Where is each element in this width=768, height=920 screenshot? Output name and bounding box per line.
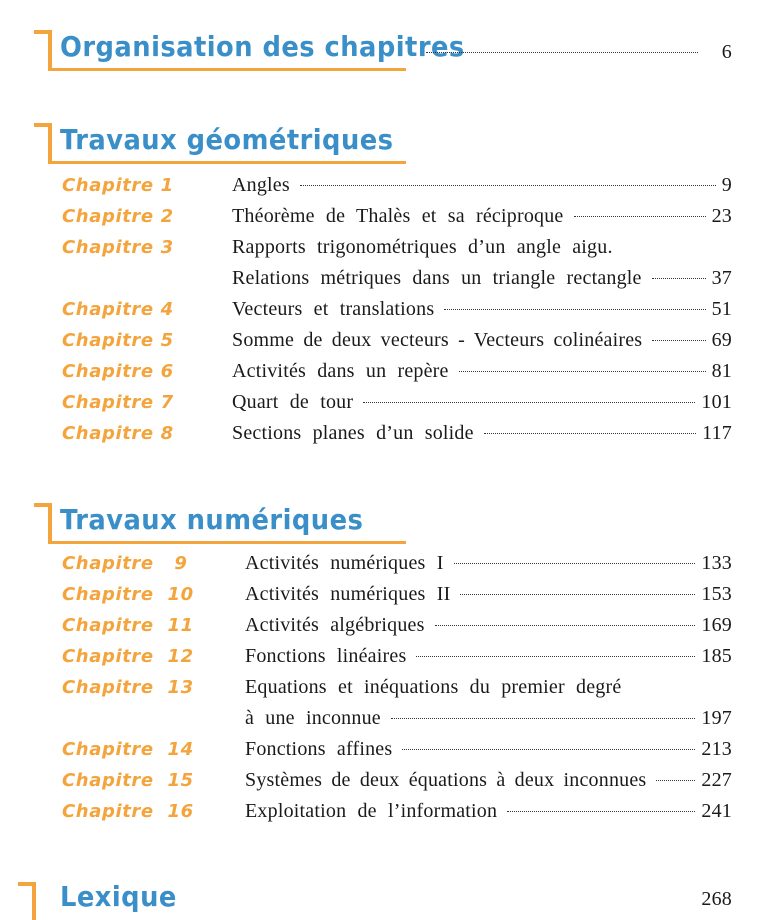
toc-entry	[245, 610, 732, 641]
page-number: 6	[721, 41, 732, 63]
toc-row[interactable]	[0, 201, 768, 232]
chapter-title: Vecteurs et translations	[232, 298, 435, 320]
chapter-label: Chapitre 12	[62, 646, 194, 667]
page-number: 51	[711, 298, 732, 320]
dot-leader	[402, 749, 695, 750]
toc-entry	[245, 703, 732, 734]
toc-entry	[245, 579, 732, 610]
section-underline	[48, 68, 406, 71]
toc-row[interactable]	[0, 610, 768, 641]
toc-entry	[232, 294, 732, 325]
chapter-title-continued: Relations métriques dans un triangle rectangle	[232, 267, 642, 289]
page-number: 227	[701, 769, 732, 791]
chapter-title: Fonctions affines	[245, 738, 393, 760]
chapter-label: Chapitre 13	[62, 677, 194, 698]
chapter-title: Fonctions linéaires	[245, 645, 407, 667]
toc-entry	[245, 672, 732, 703]
page-number: 37	[711, 267, 732, 289]
chapter-title: Rapports trigonométriques d’un angle aigu.	[232, 236, 613, 258]
toc-row[interactable]	[0, 170, 768, 201]
chapter-title: Systèmes de deux équations à deux inconnues	[245, 769, 647, 791]
chapter-label: Chapitre 11	[62, 615, 194, 636]
dot-leader	[656, 780, 695, 781]
toc-entry	[232, 201, 732, 232]
chapter-title: Théorème de Thalès et sa réciproque	[232, 205, 564, 227]
chapter-label: Chapitre 9	[62, 553, 188, 574]
dot-leader	[391, 718, 696, 719]
toc-row-overview[interactable]	[0, 37, 768, 68]
dot-leader	[416, 656, 695, 657]
chapter-label: Chapitre 6	[62, 361, 174, 382]
chapter-title: Sections planes d’un solide	[232, 422, 474, 444]
chapter-title: Exploitation de l’information	[245, 800, 498, 822]
chapter-title: Quart de tour	[232, 391, 354, 413]
chapter-label: Chapitre 1	[62, 175, 174, 196]
toc-entry	[416, 37, 732, 68]
dot-leader	[460, 594, 695, 595]
toc-entry	[232, 418, 732, 449]
section-title-numeric[interactable]: Travaux numériques	[60, 503, 364, 536]
section-title-overview[interactable]: Organisation des chapitres	[60, 30, 465, 63]
chapter-title: Equations et inéquations du premier degré	[245, 676, 622, 698]
dot-leader	[454, 563, 696, 564]
chapter-label: Chapitre 7	[62, 392, 174, 413]
toc-row[interactable]	[0, 765, 768, 796]
toc-entry	[232, 170, 732, 201]
dot-leader	[426, 52, 698, 53]
section-bracket	[34, 503, 52, 541]
chapter-label: Chapitre 8	[62, 423, 174, 444]
chapter-label: Chapitre 16	[62, 801, 194, 822]
dot-leader	[435, 625, 696, 626]
toc-entry	[245, 548, 732, 579]
chapter-label: Chapitre 5	[62, 330, 174, 351]
chapter-title: Activités numériques I	[245, 552, 444, 574]
toc-row[interactable]	[0, 672, 768, 703]
toc-row[interactable]	[0, 548, 768, 579]
section-title-geometry[interactable]: Travaux géométriques	[60, 123, 394, 156]
dot-leader	[652, 340, 705, 341]
dot-leader	[459, 371, 706, 372]
page-number: 69	[711, 329, 732, 351]
toc-entry	[245, 734, 732, 765]
chapter-title: Angles	[232, 174, 290, 196]
dot-leader	[300, 185, 716, 186]
toc-row[interactable]	[0, 734, 768, 765]
toc-row-continuation[interactable]	[0, 703, 768, 734]
section-title-lexicon[interactable]: Lexique	[60, 880, 177, 913]
section-underline	[48, 541, 406, 544]
chapter-label: Chapitre 15	[62, 770, 194, 791]
toc-entry	[245, 796, 732, 827]
toc-row[interactable]	[0, 641, 768, 672]
toc-row[interactable]	[0, 796, 768, 827]
chapter-title: Activités dans un repère	[232, 360, 449, 382]
page-number: 133	[701, 552, 732, 574]
chapter-title: Activités algébriques	[245, 614, 425, 636]
page-number: 153	[701, 583, 732, 605]
page-number: 117	[702, 422, 732, 444]
page-number: 197	[701, 707, 732, 729]
toc-row[interactable]	[0, 325, 768, 356]
toc-row[interactable]	[0, 232, 768, 263]
toc-entry	[232, 387, 732, 418]
page-number: 169	[701, 614, 732, 636]
dot-leader	[507, 811, 695, 812]
page-number: 213	[701, 738, 732, 760]
toc-row[interactable]	[0, 294, 768, 325]
toc-entry	[232, 232, 732, 263]
page-number: 268	[701, 888, 732, 910]
toc-entry	[232, 263, 732, 294]
section-underline	[48, 161, 406, 164]
toc-row[interactable]	[0, 356, 768, 387]
chapter-label: Chapitre 4	[62, 299, 174, 320]
page-number: 241	[701, 800, 732, 822]
chapter-label: Chapitre 3	[62, 237, 174, 258]
section-bracket	[34, 123, 52, 161]
toc-row[interactable]	[0, 579, 768, 610]
dot-leader	[484, 433, 696, 434]
toc-entry	[232, 325, 732, 356]
chapter-label: Chapitre 14	[62, 739, 194, 760]
chapter-label: Chapitre 2	[62, 206, 174, 227]
dot-leader	[444, 309, 705, 310]
chapter-title: Activités numériques II	[245, 583, 451, 605]
toc-entry	[245, 641, 732, 672]
toc-row-continuation[interactable]	[0, 263, 768, 294]
page-number: 101	[701, 391, 732, 413]
dot-leader	[363, 402, 695, 403]
toc-entry	[245, 765, 732, 796]
page-number: 185	[701, 645, 732, 667]
toc-row[interactable]	[0, 387, 768, 418]
chapter-title: Somme de deux vecteurs - Vecteurs colinéaires	[232, 329, 643, 351]
page-number: 9	[721, 174, 732, 196]
chapter-label: Chapitre 10	[62, 584, 194, 605]
page-number: 23	[711, 205, 732, 227]
toc-entry	[232, 356, 732, 387]
dot-leader	[574, 216, 706, 217]
toc-row[interactable]	[0, 418, 768, 449]
page-number: 81	[711, 360, 732, 382]
chapter-title-continued: à une inconnue	[245, 707, 381, 729]
dot-leader	[652, 278, 706, 279]
